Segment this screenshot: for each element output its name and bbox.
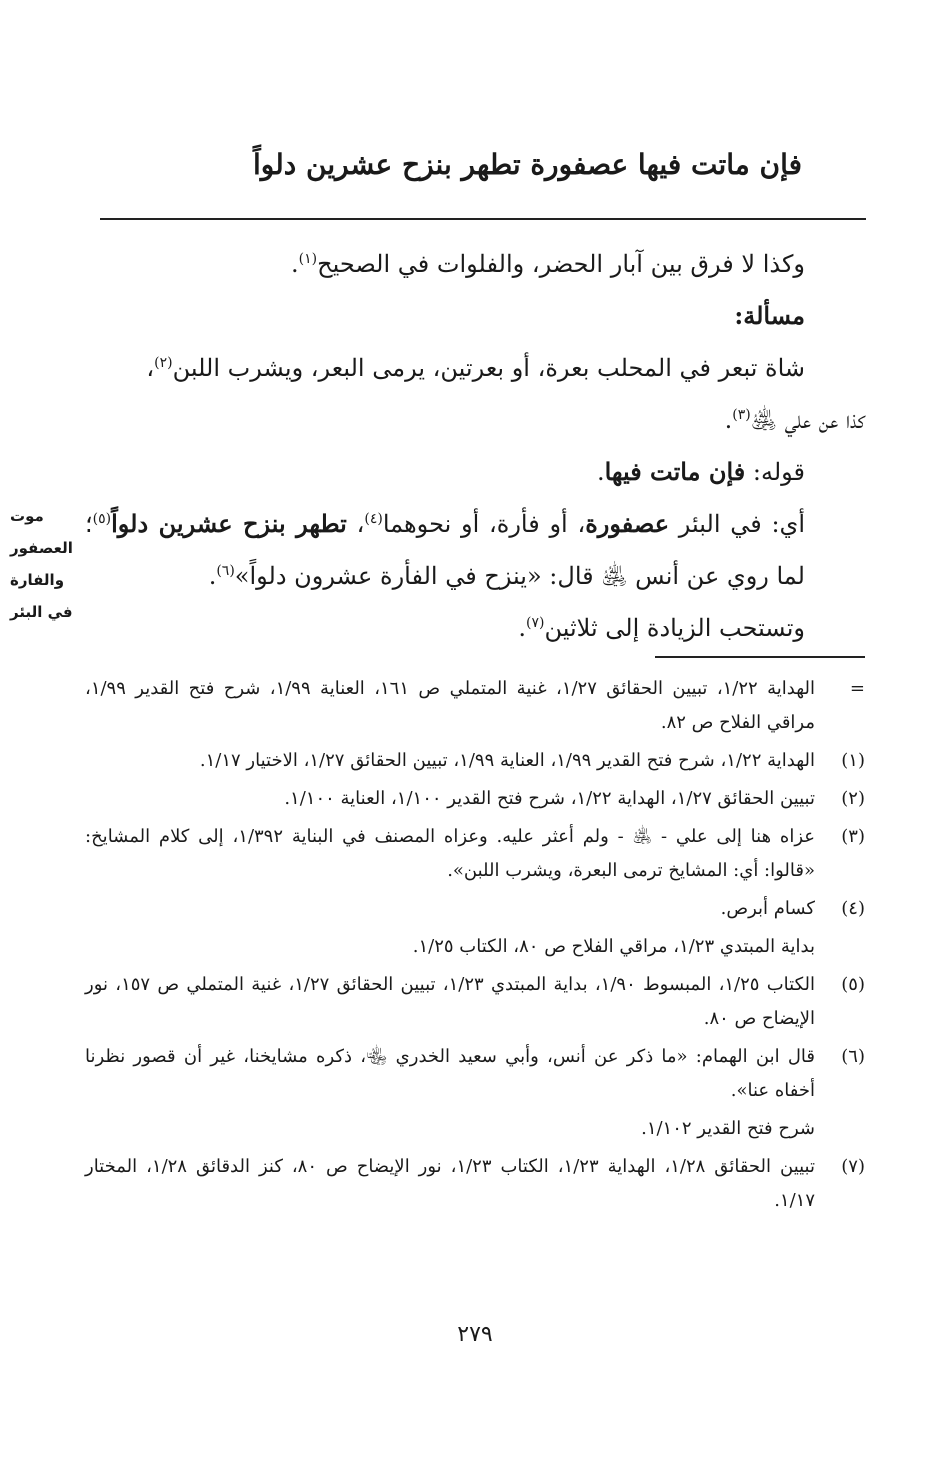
footnote-ref-6[interactable]: (٦) [216,563,235,579]
page-number: ٢٧٩ [457,1322,493,1347]
footnote-7: (٧) تبيين الحقائق ١/٢٨، الهداية ١/٢٣، الكتاب ١/٢٣، نور الإيضاح ص ٨٠، كنز الدقائق ١/٢٨، المختار ١/١٧. [85,1156,865,1211]
footnote-continued: = الهداية ١/٢٢، تبيين الحقائق ١/٢٧، غنية المتملي ص ١٦١، العناية ١/٩٩، شرح فتح القدير ١/٩٩، مراقي الفلاح ص ٨٢. [85,678,865,733]
footnotes [85,672,865,1222]
paragraph-4: كذا عن علي ﵁$^{(٣)}$. [724,406,865,434]
footnote-separator [655,656,865,658]
margin-note [10,500,86,628]
footnote-ref-4[interactable]: (٤) [364,511,383,527]
footnote-4: (٤) كسام أبرص. [720,898,865,919]
paragraph-6: أي: في البئر عصفورة، أو فأرة، أو نحوهما$^{(٤)}$، تطهر بنزح عشرين دلواً$^{(٥)}$؛ لما روي عن أنس ﵁ قال: «ينزح في الفأرة عشرون دلواً»$^{(٦)}$. [85,509,806,590]
footnote-4-continued: بداية المبتدي ١/٢٣، مراقي الفلاح ص ٨٠، الكتاب ١/٢٥. [412,936,815,957]
footnote-ref-7[interactable]: (٧) [526,615,545,631]
footnote-ref-1[interactable]: (١) [298,251,318,267]
footnote-1: (١) الهداية ١/٢٢، شرح فتح القدير ١/٩٩، العناية ١/٩٩، تبيين الحقائق ١/٢٧، الاختيار ١/١٧. [199,750,865,771]
footnote-5: (٥) الكتاب ١/٢٥، المبسوط ١/٩٠، بداية المبتدي ١/٢٣، تبيين الحقائق ١/٢٧، غنية المتملي ص ١٥٧، نور الإيضاح ص ٨٠. [85,974,865,1029]
paragraph-3: شاة تبعر في المحلب بعرة، أو بعرتين، يرمى البعر، ويشرب اللبن$^{(٢)}$، [146,354,805,382]
footnote-ref-5[interactable]: (٥) [92,511,112,527]
main-text [85,238,865,654]
section-heading: مسألة: [734,301,805,330]
running-header: فإن ماتت فيها عصفورة تطهر بنزح عشرين دلواً [253,148,802,181]
margin-note-line: موت [10,507,44,525]
margin-note-line: العصفور [10,539,73,557]
footnote-6: (٦) قال ابن الهمام: «ما ذكر عن أنس، وأبي سعيد الخدري ﵄، ذكره مشايخنا، غير أن قصور نظرنا أخفاه عنا». [85,1046,865,1101]
margin-note-line: في البئر [10,603,73,621]
paragraph-5: قوله: فإن ماتت فيها. [596,457,805,486]
paragraph-1: وكذا لا فرق بين آبار الحضر، والفلوات في الصحيح$^{(١)}$. [291,250,805,278]
footnote-3: (٣) عزاه هنا إلى علي - ﵁ - ولم أعثر عليه. وعزاه المصنف في البناية ١/٣٩٢، إلى كلام المشايخ: «قالوا: أي: المشايخ ترمى البعرة، ويشرب اللبن». [85,826,865,881]
footnote-ref-3[interactable]: (٣) [732,407,751,423]
footnote-ref-2[interactable]: (٢) [154,355,173,371]
paragraph-7: وتستحب الزيادة إلى ثلاثين$^{(٧)}$. [518,614,805,642]
footnote-6-continued: شرح فتح القدير ١/١٠٢. [641,1118,815,1139]
footnote-2: (٢) تبيين الحقائق ١/٢٧، الهداية ١/٢٢، شرح فتح القدير ١/١٠٠، العناية ١/١٠٠. [284,788,865,809]
header-rule [100,218,866,220]
margin-note-line: والفارة [10,571,65,589]
